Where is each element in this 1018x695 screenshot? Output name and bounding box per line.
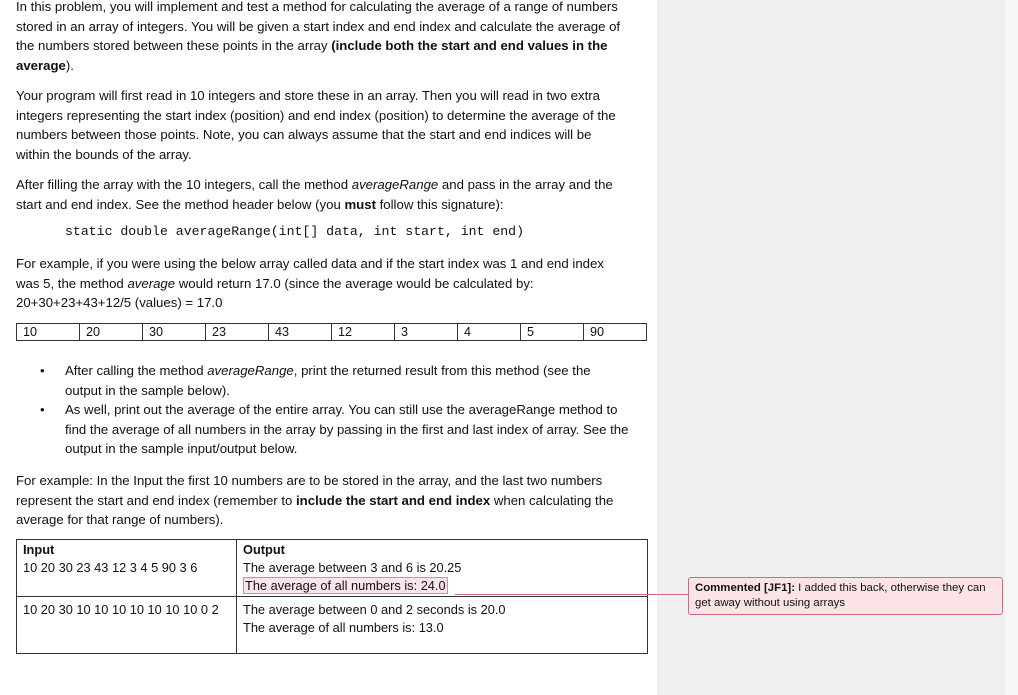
array-cell: 3 [394,324,457,340]
array-cell: 30 [142,324,205,340]
paragraph-intro: In this problem, you will implement and test a method for calculating the average of a range of numbers stored in an array of integers. You will be given a start index and end index and calculate the average of the numbers stored between these points in the array (include both the start and end values in the average). [16,0,621,73]
comment-connector-line [455,594,688,595]
paragraph-program: Your program will first read in 10 integers and store these in an array. Then you will read in two extra integers representing the start index (position) and end index (position) to determine the average of the numbers between those points. Note, you can always assume that the start and end indices will be within the bounds of the array. [16,88,616,162]
bullet-list [36,361,651,459]
bullet-item: • As well, print out the average of the entire array. You can still use the averageRange method to find the average of all numbers in the array by passing in the first and last index of array. See the output in the sample input/output below. [40,402,629,457]
array-cell: 20 [79,324,142,340]
comment-balloon[interactable] [688,577,1003,615]
comment-text: get away without using arrays [695,597,846,609]
method-signature: static double averageRange(int[] data, int start, int end) [65,224,524,239]
input-cell: 10 20 30 10 10 10 10 10 10 10 0 2 [17,597,237,654]
paragraph-io-example: For example: In the Input the first 10 numbers are to be stored in the array, and the last two numbers represent the start and end index (remember to include the start and end index when calculating the average for that range of numbers). [16,473,614,528]
input-header: Input [23,542,55,557]
output-line: The average of all numbers is: 13.0 [243,620,444,635]
bullet-item: • After calling the method averageRange, print the returned result from this method (see the output in the sample below). [40,363,591,398]
paragraph-example: For example, if you were using the below array called data and if the start index was 1 and end index was 5, the method average would return 17.0 (since the average would be calculated by: 20+30+23+43+12/5 (values) = 17.0 [16,256,604,311]
bullet-icon: • [40,363,45,378]
io-sample-table [16,539,648,654]
output-line: The average between 0 and 2 seconds is 20.0 [243,602,506,617]
bullet-icon: • [40,402,45,418]
array-cell: 5 [520,324,583,340]
commented-text-highlight[interactable]: The average of all numbers is: 24.0 [245,578,446,593]
paragraph-method: After filling the array with the 10 integers, call the method averageRange and pass in the array and the start and end index. See the method header below (you must follow this signature): [16,177,613,212]
data-array-table [16,323,647,341]
output-header: Output [243,542,285,557]
comment-label: Commented [JF1]: [695,582,795,594]
output-line: The average between 3 and 6 is 20.25 [243,560,462,575]
array-cell: 12 [331,324,394,340]
table-row [17,597,648,654]
array-cell: 23 [205,324,268,340]
array-cell: 43 [268,324,331,340]
table-row [17,540,648,597]
array-cell: 10 [23,325,38,339]
array-cell: 90 [583,324,646,340]
scrollbar-track[interactable] [1005,0,1018,695]
array-cell: 4 [457,324,520,340]
comment-text: I added this back, otherwise they can [795,582,986,594]
input-cell: 10 20 30 23 43 12 3 4 5 90 3 6 [23,560,198,575]
